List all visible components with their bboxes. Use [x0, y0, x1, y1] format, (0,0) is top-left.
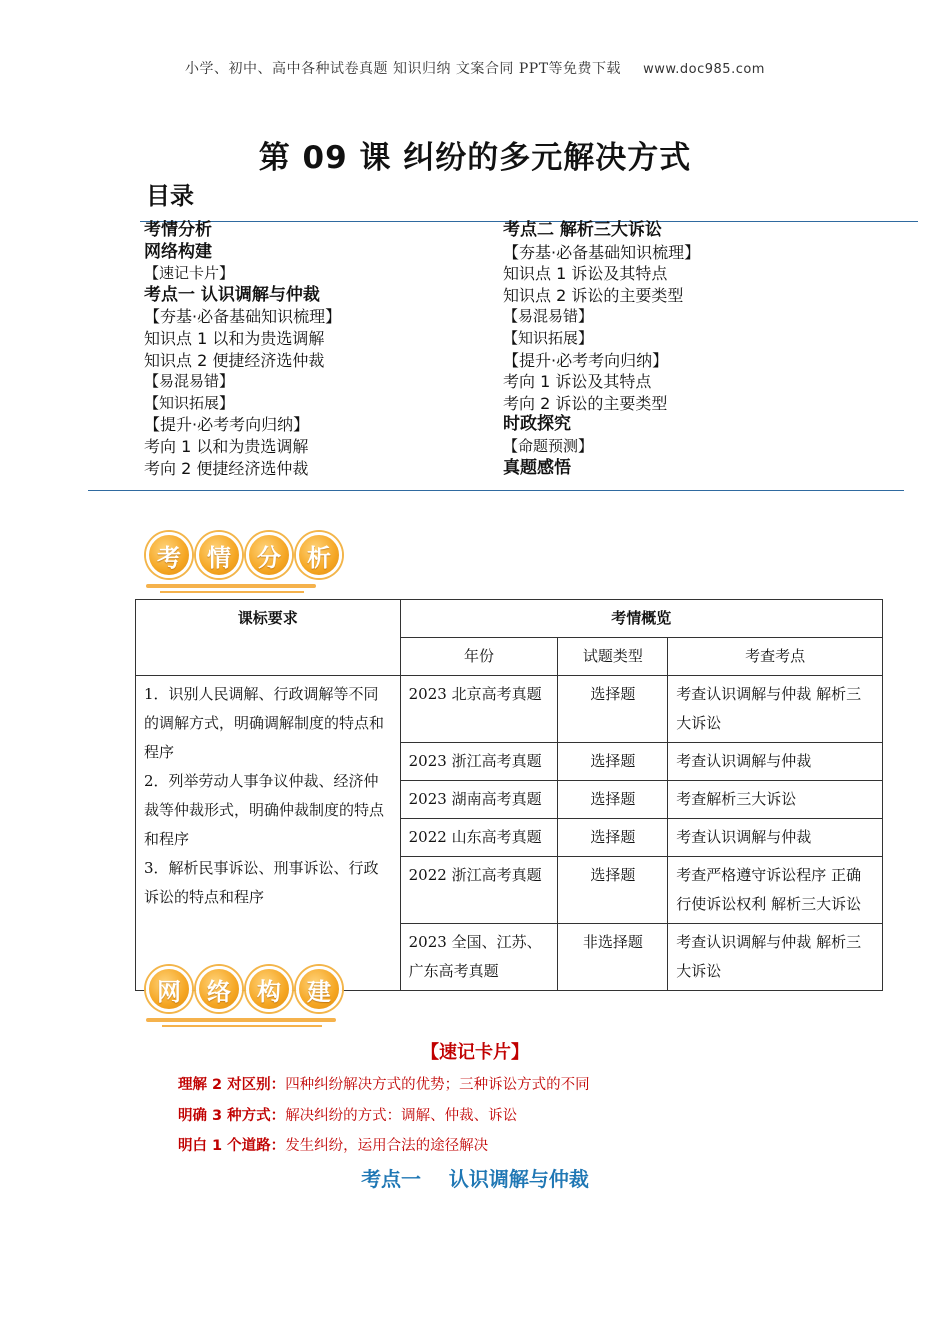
requirements-cell: 1．识别人民调解、行政调解等不同的调解方式，明确调解制度的特点和程序 2．列举劳动人事争议仲裁、经济仲裁等仲裁形式，明确仲裁制度的特点和程序 3．解析民事诉讼、刑事诉讼、行政诉讼的特点和程序 — [136, 676, 401, 991]
card-line-label: 明确 3 种方式： — [178, 1108, 286, 1124]
memory-card-title: 【速记卡片】 — [421, 1042, 529, 1063]
toc-item[interactable]: 【提升·必考考向归纳】 — [503, 350, 669, 370]
toc-item[interactable]: 真题感悟 — [503, 457, 571, 478]
toc-item[interactable]: 【夯基·必备基础知识梳理】 — [144, 307, 342, 327]
year-cell: 2023 湖南高考真题 — [400, 781, 558, 819]
toc-item[interactable]: 【易混易错】 — [144, 372, 235, 391]
type-cell: 非选择题 — [558, 924, 668, 991]
year-cell: 2023 浙江高考真题 — [400, 743, 558, 781]
year-cell: 2023 全国、江苏、广东高考真题 — [400, 924, 558, 991]
memory-card-line — [178, 1104, 517, 1125]
header-type: 试题类型 — [558, 638, 668, 676]
toc-left-column — [144, 220, 341, 479]
badge-char: 考 — [146, 532, 192, 578]
memory-card-line — [178, 1073, 590, 1094]
toc-item[interactable]: 网络构建 — [144, 241, 212, 262]
header-point: 考查考点 — [668, 638, 883, 676]
badge-char: 分 — [246, 532, 292, 578]
toc-item[interactable]: 知识点 2 便捷经济选仲裁 — [144, 350, 325, 370]
point-cell: 考查严格遵守诉讼程序 正确行使诉讼权利 解析三大诉讼 — [668, 857, 883, 924]
badge-underline — [146, 584, 316, 588]
toc-item[interactable]: 知识点 1 以和为贵选调解 — [144, 328, 325, 348]
badge-char: 网 — [146, 966, 192, 1012]
toc-item[interactable]: 【知识拓展】 — [503, 328, 594, 347]
toc-item[interactable]: 【速记卡片】 — [144, 264, 235, 283]
point-cell: 考查认识调解与仲裁 — [668, 743, 883, 781]
card-line-text: 解决纠纷的方式：调解、仲裁、诉讼 — [285, 1108, 518, 1124]
header-requirements: 课标要求 — [136, 600, 401, 676]
badge-char: 析 — [296, 532, 342, 578]
toc-item[interactable]: 考向 2 诉讼的主要类型 — [503, 393, 668, 413]
type-cell: 选择题 — [558, 819, 668, 857]
toc-item[interactable]: 【易混易错】 — [503, 307, 594, 326]
type-cell: 选择题 — [558, 781, 668, 819]
toc-item[interactable]: 考向 1 以和为贵选调解 — [144, 436, 309, 456]
badge-char: 构 — [246, 966, 292, 1012]
toc-item[interactable]: 考向 2 便捷经济选仲裁 — [144, 458, 309, 478]
header-year: 年份 — [400, 638, 558, 676]
type-cell: 选择题 — [558, 857, 668, 924]
toc-item[interactable]: 考情分析 — [144, 220, 212, 240]
toc-item[interactable]: 时政探究 — [503, 414, 571, 435]
page-title: 第 09 课 纠纷的多元解决方式 — [258, 140, 692, 176]
toc-right-column — [503, 220, 700, 479]
toc-item[interactable]: 【提升·必考考向归纳】 — [144, 415, 310, 435]
memory-card-line — [178, 1134, 488, 1155]
card-line-text: 发生纠纷，运用合法的途径解决 — [285, 1138, 489, 1154]
page-header — [0, 58, 950, 78]
badge-underline — [162, 1025, 322, 1027]
badge-char: 络 — [196, 966, 242, 1012]
badge-char: 建 — [296, 966, 342, 1012]
year-cell: 2022 山东高考真题 — [400, 819, 558, 857]
point-cell: 考查认识调解与仲裁 解析三大诉讼 — [668, 924, 883, 991]
toc-item[interactable]: 知识点 2 诉讼的主要类型 — [503, 285, 684, 305]
point-cell: 考查解析三大诉讼 — [668, 781, 883, 819]
toc-item[interactable]: 【命题预测】 — [503, 436, 594, 455]
badge-underline — [146, 1018, 336, 1022]
toc-item[interactable]: 考点一 认识调解与仲裁 — [144, 284, 320, 305]
toc-item[interactable]: 考向 1 诉讼及其特点 — [503, 372, 652, 392]
toc-item[interactable]: 【夯基·必备基础知识梳理】 — [503, 242, 701, 262]
header-site-link[interactable]: www.doc985.com — [643, 62, 765, 77]
type-cell: 选择题 — [558, 676, 668, 743]
toc-label: 目录 — [146, 182, 194, 210]
badge-underline — [160, 591, 304, 593]
badge-exam-analysis — [146, 532, 342, 593]
toc-item[interactable]: 【知识拓展】 — [144, 393, 235, 412]
exam-overview-table — [135, 599, 883, 991]
section-heading: 考点一 认识调解与仲裁 — [361, 1167, 589, 1191]
type-cell: 选择题 — [558, 743, 668, 781]
header-overview: 考情概览 — [400, 600, 882, 638]
badge-char: 情 — [196, 532, 242, 578]
card-line-label: 明白 1 个道路： — [178, 1138, 286, 1154]
point-cell: 考查认识调解与仲裁 — [668, 819, 883, 857]
year-cell: 2023 北京高考真题 — [400, 676, 558, 743]
year-cell: 2022 浙江高考真题 — [400, 857, 558, 924]
toc-item[interactable]: 知识点 1 诉讼及其特点 — [503, 264, 668, 284]
point-cell: 考查认识调解与仲裁 解析三大诉讼 — [668, 676, 883, 743]
badge-network-build — [146, 966, 342, 1027]
toc-item[interactable]: 考点二 解析三大诉讼 — [503, 220, 662, 240]
card-line-label: 理解 2 对区别： — [178, 1077, 286, 1093]
header-text: 小学、初中、高中各种试卷真题 知识归纳 文案合同 PPT等免费下载 — [185, 61, 622, 77]
toc-bottom-rule — [88, 490, 904, 491]
card-line-text: 四种纠纷解决方式的优势；三种诉讼方式的不同 — [285, 1077, 590, 1093]
